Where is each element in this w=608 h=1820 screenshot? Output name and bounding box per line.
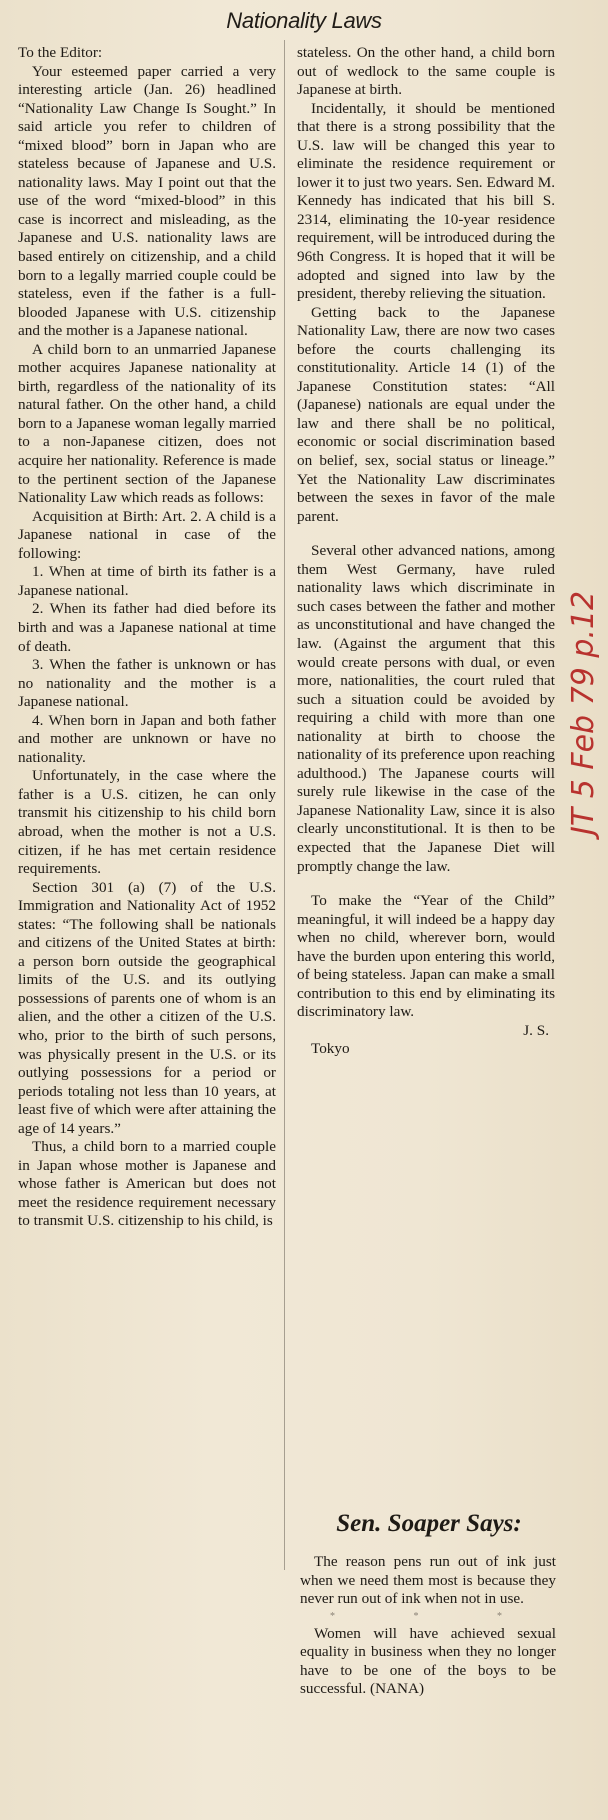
letter-paragraph: Unfortunately, in the case where the father is a U.S. citizen, he can only transmit his citizenship to his child born abroad, when the mother is not a U.S. citizen, if he has met certain residence requirements. <box>18 767 276 878</box>
left-column <box>18 44 276 1231</box>
letter-paragraph: Your esteemed paper carried a very interesting article (Jan. 26) headlined “Nationality Law Change Is Sought.” In said article you refer to children of “mixed blood” born in Japan who are stateless because of Japanese and U.S. nationality laws. May I point out that the use of the word “mixed-blood” in this case is incorrect and misleading, as the Japanese and U.S. nationality laws are based entirely on citizenship, and a child born to a legally married couple could be stateless, even if the father is a full-blooded Japanese with U.S. citizenship and the mother is a Japanese national. <box>18 62 276 340</box>
soaper-paragraph-2: Women will have achieved sexual equality in business when they no longer have to be one of the boys to be successful. (NANA) <box>300 1624 556 1698</box>
letter-paragraph: Acquisition at Birth: Art. 2. A child is a Japanese national in case of the following: <box>18 507 276 562</box>
letter-paragraph: To the Editor: <box>18 44 103 61</box>
letter-paragraph: 2. When its father had died before its birth and was a Japanese national at time of death. <box>18 600 276 655</box>
letter-paragraph: To make the “Year of the Child” meaningful, it will indeed be a happy day when no child, wherever born, would have the burden upon entering this world, of being stateless. Japan can make a small contribution to this end by eliminating its discriminatory law. <box>297 892 555 1021</box>
soaper-title: Sen. Soaper Says: <box>336 1510 522 1537</box>
letter-paragraph: 1. When at time of birth its father is a Japanese national. <box>18 563 276 599</box>
letter-paragraph: stateless. On the other hand, a child born out of wedlock to the same couple is Japanese at birth. <box>297 44 555 99</box>
letter-paragraph: A child born to an unmarried Japanese mother acquires Japanese nationality at birth, regardless of the nationality of its natural father. On the other hand, a child born to a Japanese woman legally married to a non-Japanese citizen, does not acquire her nationality. Reference is made to the pertinent section of the Japanese Nationality Law which reads as follows: <box>18 340 276 507</box>
handwritten-annotation: JT 5 Feb 79 p.12 <box>566 590 601 835</box>
column-divider <box>284 40 285 1570</box>
right-column <box>297 44 555 1059</box>
headline: Nationality Laws <box>226 8 382 33</box>
letter-paragraph: Several other advanced nations, among them West Germany, have ruled nationality laws which discriminate in such cases between the father and mother as unconstitutional and have changed the law. (Against the argument that this would create persons with dual, or even more, nationalities, the court ruled that such a situation could be avoided by requiring a child with more than one nationality at birth to choose the nationality of its preference upon reaching adulthood.) The Japanese courts will surely rule likewise in the case of the Japanese Nationality Law, since it is also clearly unconstitutional. It is then to be expected that the Japanese Diet will promptly change the law. <box>297 542 555 875</box>
right-column-body <box>297 44 555 1022</box>
soaper-column <box>300 1553 556 1699</box>
letter-paragraph: Section 301 (a) (7) of the U.S. Immigration and Nationality Act of 1952 states: “The following shall be nationals and citizens of the United States at birth: a person born outside the geographical limits of the U.S. and its outlying possessions of parents one of whom is an alien, and the other a citizen of the U.S. who, prior to the birth of such persons, was physically present in the U.S. or its outlying possessions for a period or periods totaling not less than 10 years, at least five of which were after attaining the age of 14 years.” <box>18 878 276 1137</box>
soaper-paragraph-1: The reason pens run out of ink just when we need them most is because they never run out of ink when not in use. <box>300 1553 556 1608</box>
letter-paragraph: 3. When the father is unknown or has no nationality and the mother is a Japanese national. <box>18 656 276 711</box>
letter-paragraph: Thus, a child born to a married couple in Japan whose mother is Japanese and whose father is American but does not meet the residence requirement necessary to transmit U.S. citizenship to his child, is <box>18 1138 276 1230</box>
soaper-separator: * * * <box>330 1610 540 1622</box>
signature-city: Tokyo <box>311 1040 350 1058</box>
letter-paragraph: Getting back to the Japanese Nationality Law, there are now two cases before the courts challenging its constitutionality. Article 14 (1) of the Japanese Constitution states: “All (Japanese) nationals are equal under the law and there shall be no political, economic or social discrimination based on belief, sex, social status or lineage.” Yet the Nationality Law discriminates between the sexes in favor of the male parent. <box>297 303 555 525</box>
letter-paragraph: 4. When born in Japan and both father and mother are unknown or have no nationality. <box>18 711 276 766</box>
signature-initials: J. S. <box>523 1021 549 1039</box>
letter-paragraph: Incidentally, it should be mentioned that there is a strong possibility that the U.S. law will be changed this year to eliminate the residence requirement or lower it to just two years. Sen. Edward M. Kennedy has indicated that his bill S. 2314, eliminating the 10-year residence requirement, will be introduced during the 96th Congress. It is hoped that it will be adopted and signed into law by the president, thereby relieving the situation. <box>297 99 555 303</box>
